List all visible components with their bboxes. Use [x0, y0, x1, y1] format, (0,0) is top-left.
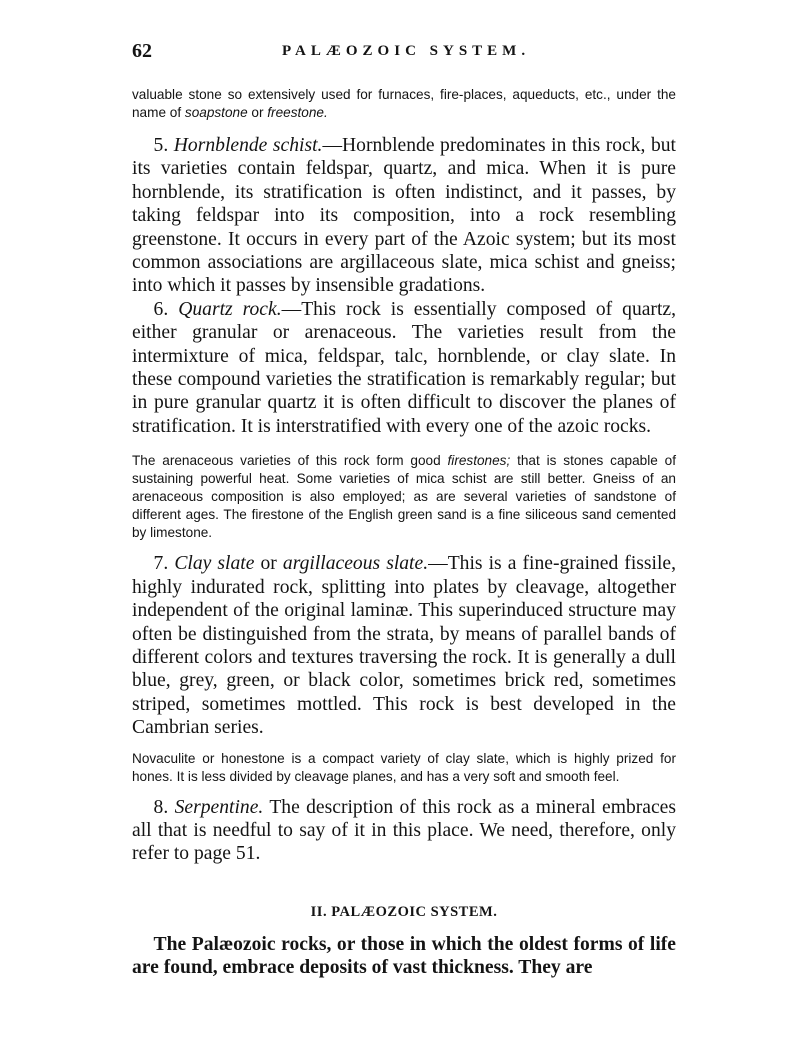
paragraph-number: 7. [153, 553, 169, 575]
note-novaculite: Novaculite or honestone is a compact variety of clay slate, which is highly prized for hones. It is less divided by cleavage planes, and has a very soft and smooth feel. [132, 750, 676, 784]
paragraph-term: Quartz rock. [178, 298, 282, 320]
note-firestones [132, 452, 676, 542]
paragraph-clay-slate [132, 552, 676, 739]
paragraph-text: —Hornblende predominates in this rock, but its varieties contain feldspar, quartz, and mica. When it is pure hornblende, its stratification is often indistinct, and it passes, by taking feldspar into its composition, into a rock resembling greenstone. It occurs in every part of the Azoic system; but its most common associations are argillaceous slate, mica schist and gneiss; into which it passes by insensible gradations. [132, 135, 676, 297]
paragraph-text: —This is a fine-grained fissile, highly indurated rock, splitting into plates by cleavage, altogether independent of the original laminæ. This superinduced structure may often be distinguished from the strata, by means of parallel bands of different colors and textures traversing the rock. It is generally a dull blue, grey, green, or black color, sometimes brick red, sometimes striped, sometimes mottled. This rock is best developed in the Cambrian series. [132, 553, 677, 739]
paragraph-quartz-rock [132, 298, 676, 438]
note-term: firestones; [447, 453, 511, 469]
paragraph-number: 6. [153, 298, 169, 320]
paragraph-or: or [254, 553, 283, 575]
paragraph-term: Serpentine. [174, 796, 264, 818]
paragraph-text: —This rock is essentially composed of quartz, either granular or arenaceous. The varieties result from the intermixture of mica, feldspar, talc, hornblende, or clay slate. In these compound varieties the stratification is remarkably regular; but in pure granular quartz it is often difficult to discover the planes of stratification. It is interstratified with every one of the azoic rocks. [132, 298, 676, 437]
term-freestone: freestone. [267, 105, 328, 120]
book-page [132, 40, 676, 980]
paragraph-term: Clay slate [174, 553, 255, 575]
opening-fragment [132, 86, 676, 122]
fragment-or: or [247, 105, 268, 120]
running-head [132, 40, 676, 66]
note-text: The arenaceous varieties of this rock form good [132, 453, 448, 469]
paragraph-text: The description of this rock as a mineral embraces all that is needful to say of it in this place. We need, therefore, only refer to page 51. [132, 796, 676, 865]
note-text: that is stones capable of sustaining powerful heat. Some varieties of mica schist are still better. Gneiss of an arenaceous composition is also employed; as are several varieties of sandstone of different ages. The firestone of the English green sand is a fine siliceous sand cemented by limestone. [132, 453, 676, 541]
paragraph-term: argillaceous slate. [282, 553, 429, 575]
section-opening-text: The Palæozoic rocks, or those in which the oldest forms of life are found, embrace deposits of vast thickness. They are [132, 933, 676, 979]
term-soapstone: soapstone [184, 105, 248, 120]
page-number: 62 [132, 40, 152, 62]
running-title: PALÆOZOIC SYSTEM. [282, 43, 531, 59]
paragraph-number: 5. [153, 135, 169, 156]
section-heading: II. PALÆOZOIC SYSTEM. [310, 903, 498, 920]
paragraph-hornblende-schist [132, 134, 676, 298]
fragment-text: valuable stone so extensively used for furnaces, fire-places, aqueducts, etc., under the name of [132, 87, 676, 120]
paragraph-serpentine [132, 796, 676, 866]
paragraph-term: Hornblende schist. [173, 135, 323, 156]
paragraph-number: 8. [153, 796, 169, 818]
